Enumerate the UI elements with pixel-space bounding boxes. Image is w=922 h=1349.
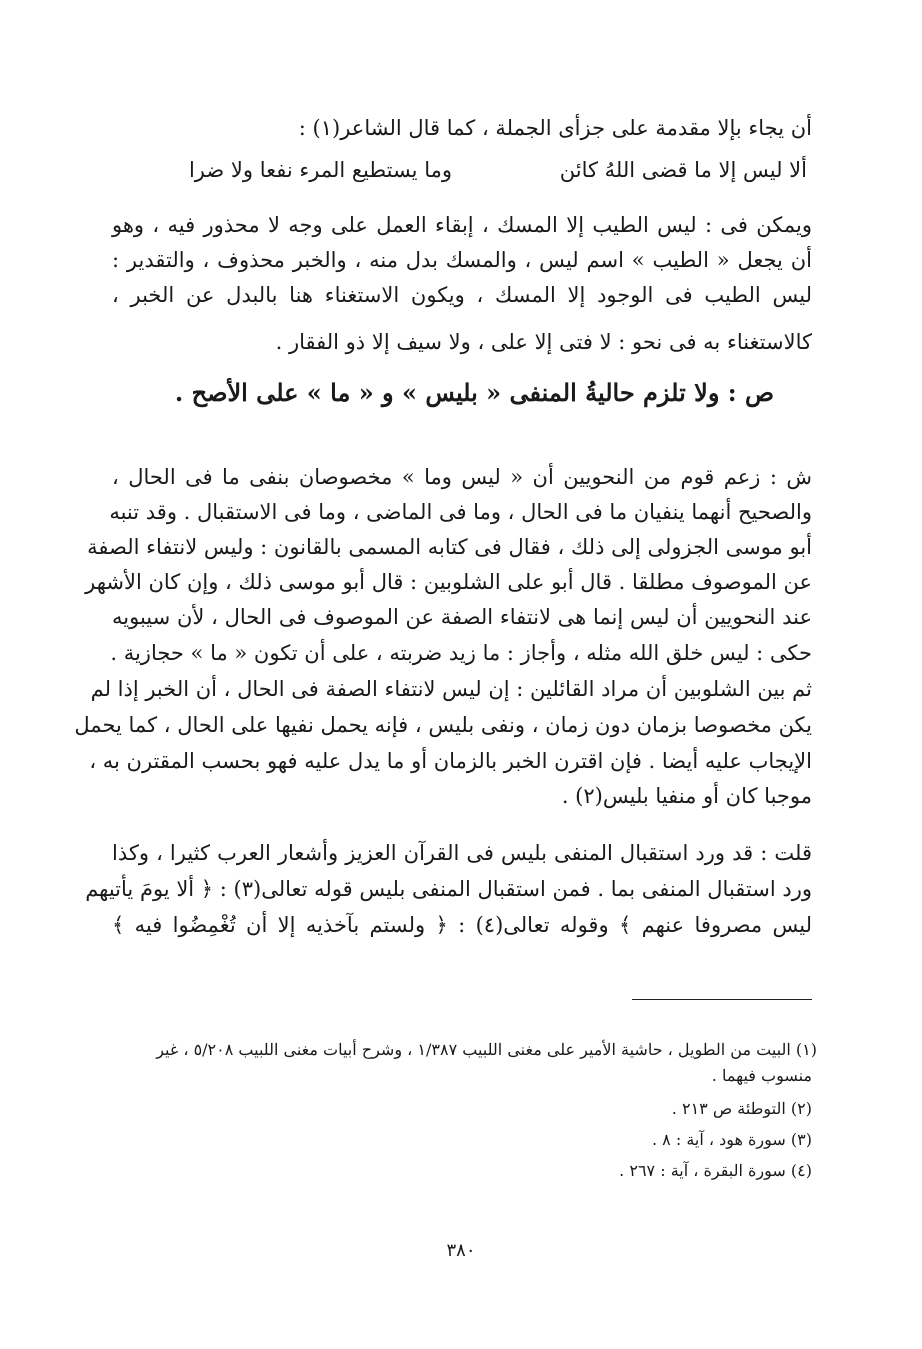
para3-line: ورد استقبال المنفى بما . فمن استقبال المنفى بليس قوله تعالى(٣) : ﴿ ألا يومَ يأتيهم — [85, 877, 812, 901]
para2-line: عن الموصوف مطلقا . قال أبو على الشلوبين : قال أبو موسى ذلك ، وإن كان الأشهر — [85, 570, 812, 594]
page-number: ٣٨٠ — [446, 1240, 476, 1261]
verse-second-hemistich: وما يستطيع المرء نفعا ولا ضرا — [188, 158, 452, 182]
para2-line: ثم بين الشلوبين أن مراد القائلين : إن ليس لانتفاء الصفة فى الحال ، أن الخبر إذا لم — [90, 677, 812, 701]
para2-line: يكن مخصوصا بزمان دون زمان ، ونفى بليس ، فإنه يحمل نفيها على الحال ، كما يحمل — [74, 713, 812, 737]
para2-line: أبو موسى الجزولى إلى ذلك ، فقال فى كتابه المسمى بالقانون : وليس لانتفاء الصفة — [87, 535, 812, 559]
para2-line: الإيجاب عليه أيضا . فإن اقترن الخبر بالزمان أو ما يدل عليه فهو بحسب المقترن به ، — [89, 749, 812, 773]
footnote-4: (٤) سورة البقرة ، آية : ٢٦٧ . — [619, 1161, 812, 1180]
footnote-1-continuation: منسوب فيهما . — [711, 1066, 812, 1085]
para1-line: ليس الطيب فى الوجود إلا المسك ، ويكون الاستغناء هنا بالبدل عن الخبر ، — [112, 283, 812, 307]
para1-line: كالاستغناء به فى نحو : لا فتى إلا على ، ولا سيف إلا ذو الفقار . — [275, 330, 812, 354]
footnote-2: (٢) التوطئة ص ٢١٣ . — [671, 1099, 812, 1118]
para2-line: ش : زعم قوم من النحويين أن « ليس وما » مخصوصان بنفى ما فى الحال ، — [112, 465, 812, 489]
para2-line: والصحيح أنهما ينفيان ما فى الحال ، وما فى الماضى ، وما فى الاستقبال . وقد تنبه — [109, 500, 812, 524]
para3-line: قلت : قد ورد استقبال المنفى بليس فى القرآن العزيز وأشعار العرب كثيرا ، وكذا — [112, 841, 812, 865]
para1-line: أن يجعل « الطيب » اسم ليس ، والمسك بدل منه ، والخبر محذوف ، والتقدير : — [112, 248, 812, 272]
para2-line: عند النحويين أن ليس إنما هى لانتفاء الصفة عن الموصوف فى الحال ، لأن سيبويه — [112, 605, 812, 629]
intro-line: أن يجاء بإلا مقدمة على جزأى الجملة ، كما قال الشاعر(١) : — [298, 116, 812, 140]
section-heading: ص : ولا تلزم حاليةُ المنفى « بليس » و « ما » على الأصح . — [174, 378, 774, 407]
para2-line: موجبا كان أو منفيا بليس(٢) . — [561, 784, 812, 808]
footnote-3: (٣) سورة هود ، آية : ٨ . — [651, 1130, 812, 1149]
footnote-separator — [632, 999, 812, 1000]
verse-first-hemistich: ألا ليس إلا ما قضى اللهُ كائن — [559, 158, 807, 182]
footnote-1: (١) البيت من الطويل ، حاشية الأمير على مغنى اللبيب ١/٣٨٧ ، وشرح أبيات مغنى اللبيب ٥/٢٠٨ ، غير — [156, 1040, 817, 1059]
para3-line: ليس مصروفا عنهم ﴾ وقوله تعالى(٤) : ﴿ ولستم بآخذيه إلا أن تُغْمِضُوا فيه ﴾ — [112, 913, 813, 937]
para1-line: ويمكن فى : ليس الطيب إلا المسك ، إبقاء العمل على وجه لا محذور فيه ، وهو — [112, 213, 812, 237]
para2-line: حكى : ليس خلق الله مثله ، وأجاز : ما زيد ضربته ، على أن تكون « ما » حجازية . — [110, 641, 812, 665]
